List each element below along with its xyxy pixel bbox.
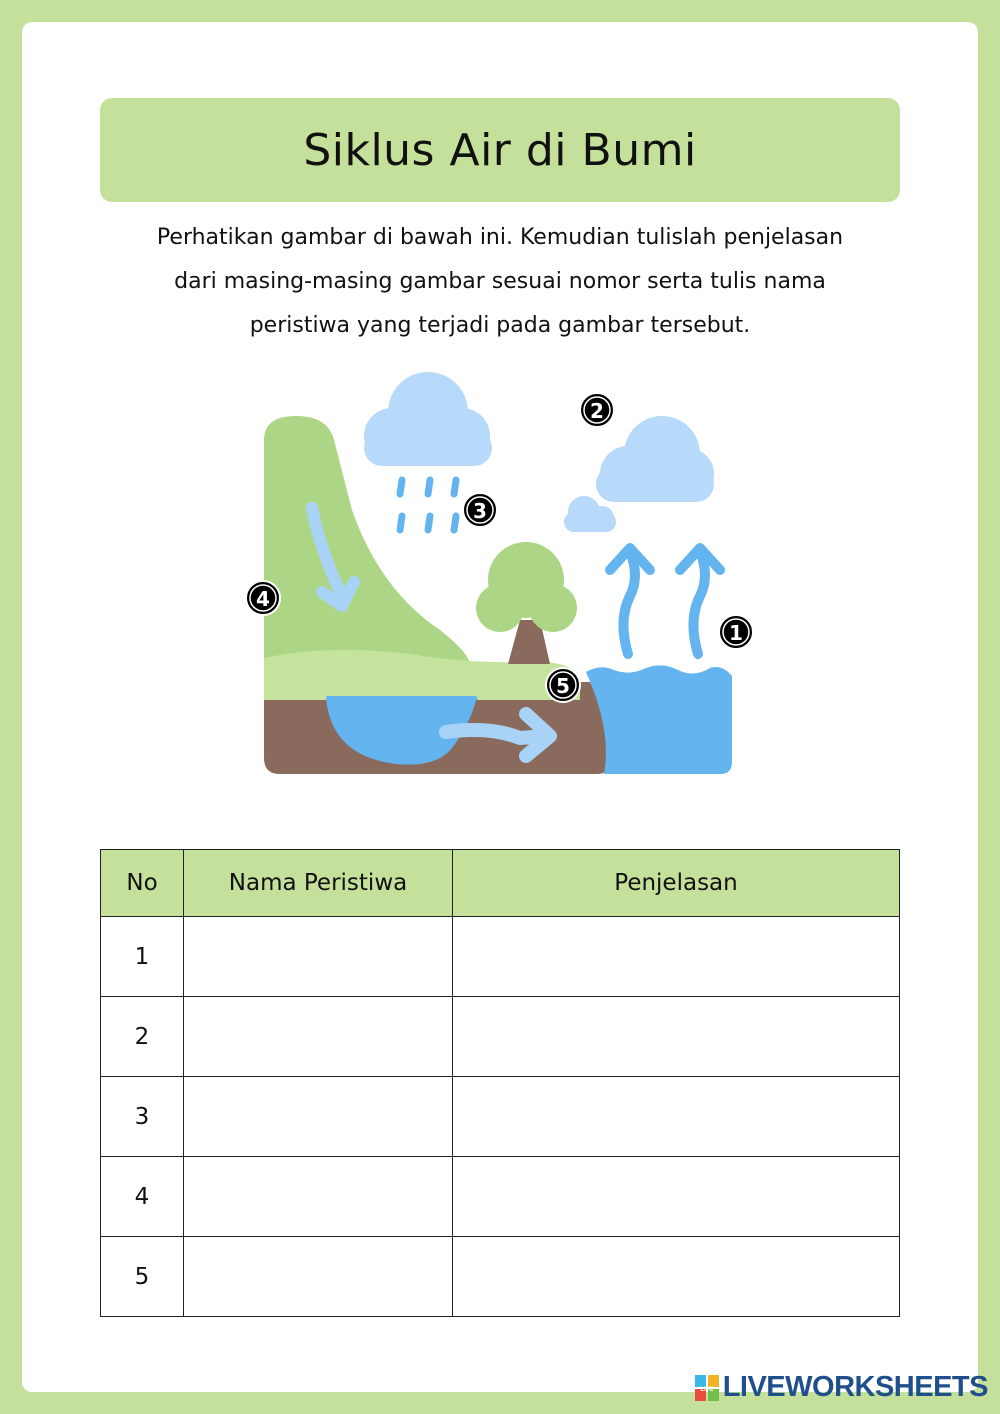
tree-crown-left xyxy=(476,584,524,632)
brand-name: LIVEWORKSHEETS xyxy=(722,1371,988,1403)
marker-5 xyxy=(546,668,580,702)
table-row xyxy=(101,1157,900,1237)
row-number: 4 xyxy=(101,1157,184,1237)
logo-letters: LIVE xyxy=(700,1386,714,1393)
ocean xyxy=(586,665,732,774)
table-row xyxy=(101,1237,900,1317)
row-number: 3 xyxy=(101,1077,184,1157)
nama-peristiwa-cell[interactable] xyxy=(184,1237,453,1317)
nama-peristiwa-cell[interactable] xyxy=(184,1077,453,1157)
marker-5-label: 5 xyxy=(556,674,570,698)
liveworksheets-brand xyxy=(695,1371,988,1404)
liveworksheets-logo-icon xyxy=(695,1375,719,1401)
rain-cloud xyxy=(364,372,492,466)
table-row xyxy=(101,917,900,997)
header-nama-peristiwa: Nama Peristiwa xyxy=(184,850,453,917)
marker-4-label: 4 xyxy=(256,587,270,611)
table-row xyxy=(101,1077,900,1157)
marker-3-label: 3 xyxy=(473,499,487,523)
instructions-line-3: peristiwa yang terjadi pada gambar tersebut. xyxy=(249,313,751,338)
title-banner xyxy=(100,98,900,202)
row-number: 1 xyxy=(101,917,184,997)
nama-peristiwa-cell[interactable] xyxy=(184,997,453,1077)
instructions-line-2: dari masing-masing gambar sesuai nomor serta tulis nama xyxy=(174,269,826,294)
water-cycle-illustration xyxy=(240,365,760,785)
instructions xyxy=(100,216,900,348)
nama-peristiwa-cell[interactable] xyxy=(184,1157,453,1237)
marker-2-label: 2 xyxy=(590,399,604,423)
nama-peristiwa-cell[interactable] xyxy=(184,917,453,997)
evaporation-arrows xyxy=(610,548,720,654)
penjelasan-cell[interactable] xyxy=(453,1157,900,1237)
marker-4 xyxy=(246,581,280,615)
header-no: No xyxy=(101,850,184,917)
marker-1 xyxy=(719,615,753,649)
penjelasan-cell[interactable] xyxy=(453,1237,900,1317)
small-cloud xyxy=(564,496,616,532)
penjelasan-cell[interactable] xyxy=(453,997,900,1077)
instructions-line-1: Perhatikan gambar di bawah ini. Kemudian tulislah penjelasan xyxy=(156,225,844,250)
marker-3 xyxy=(463,493,497,527)
table-header-row xyxy=(101,850,900,917)
penjelasan-cell[interactable] xyxy=(453,1077,900,1157)
tree-crown-right xyxy=(529,584,577,632)
evaporation-cloud xyxy=(596,416,714,502)
page-title: Siklus Air di Bumi xyxy=(303,124,697,176)
rain-drops xyxy=(400,480,456,530)
answer-table xyxy=(100,849,900,1317)
table-row xyxy=(101,997,900,1077)
header-penjelasan: Penjelasan xyxy=(453,850,900,917)
marker-2 xyxy=(580,393,614,427)
marker-1-label: 1 xyxy=(729,621,743,645)
row-number: 5 xyxy=(101,1237,184,1317)
row-number: 2 xyxy=(101,997,184,1077)
penjelasan-cell[interactable] xyxy=(453,917,900,997)
